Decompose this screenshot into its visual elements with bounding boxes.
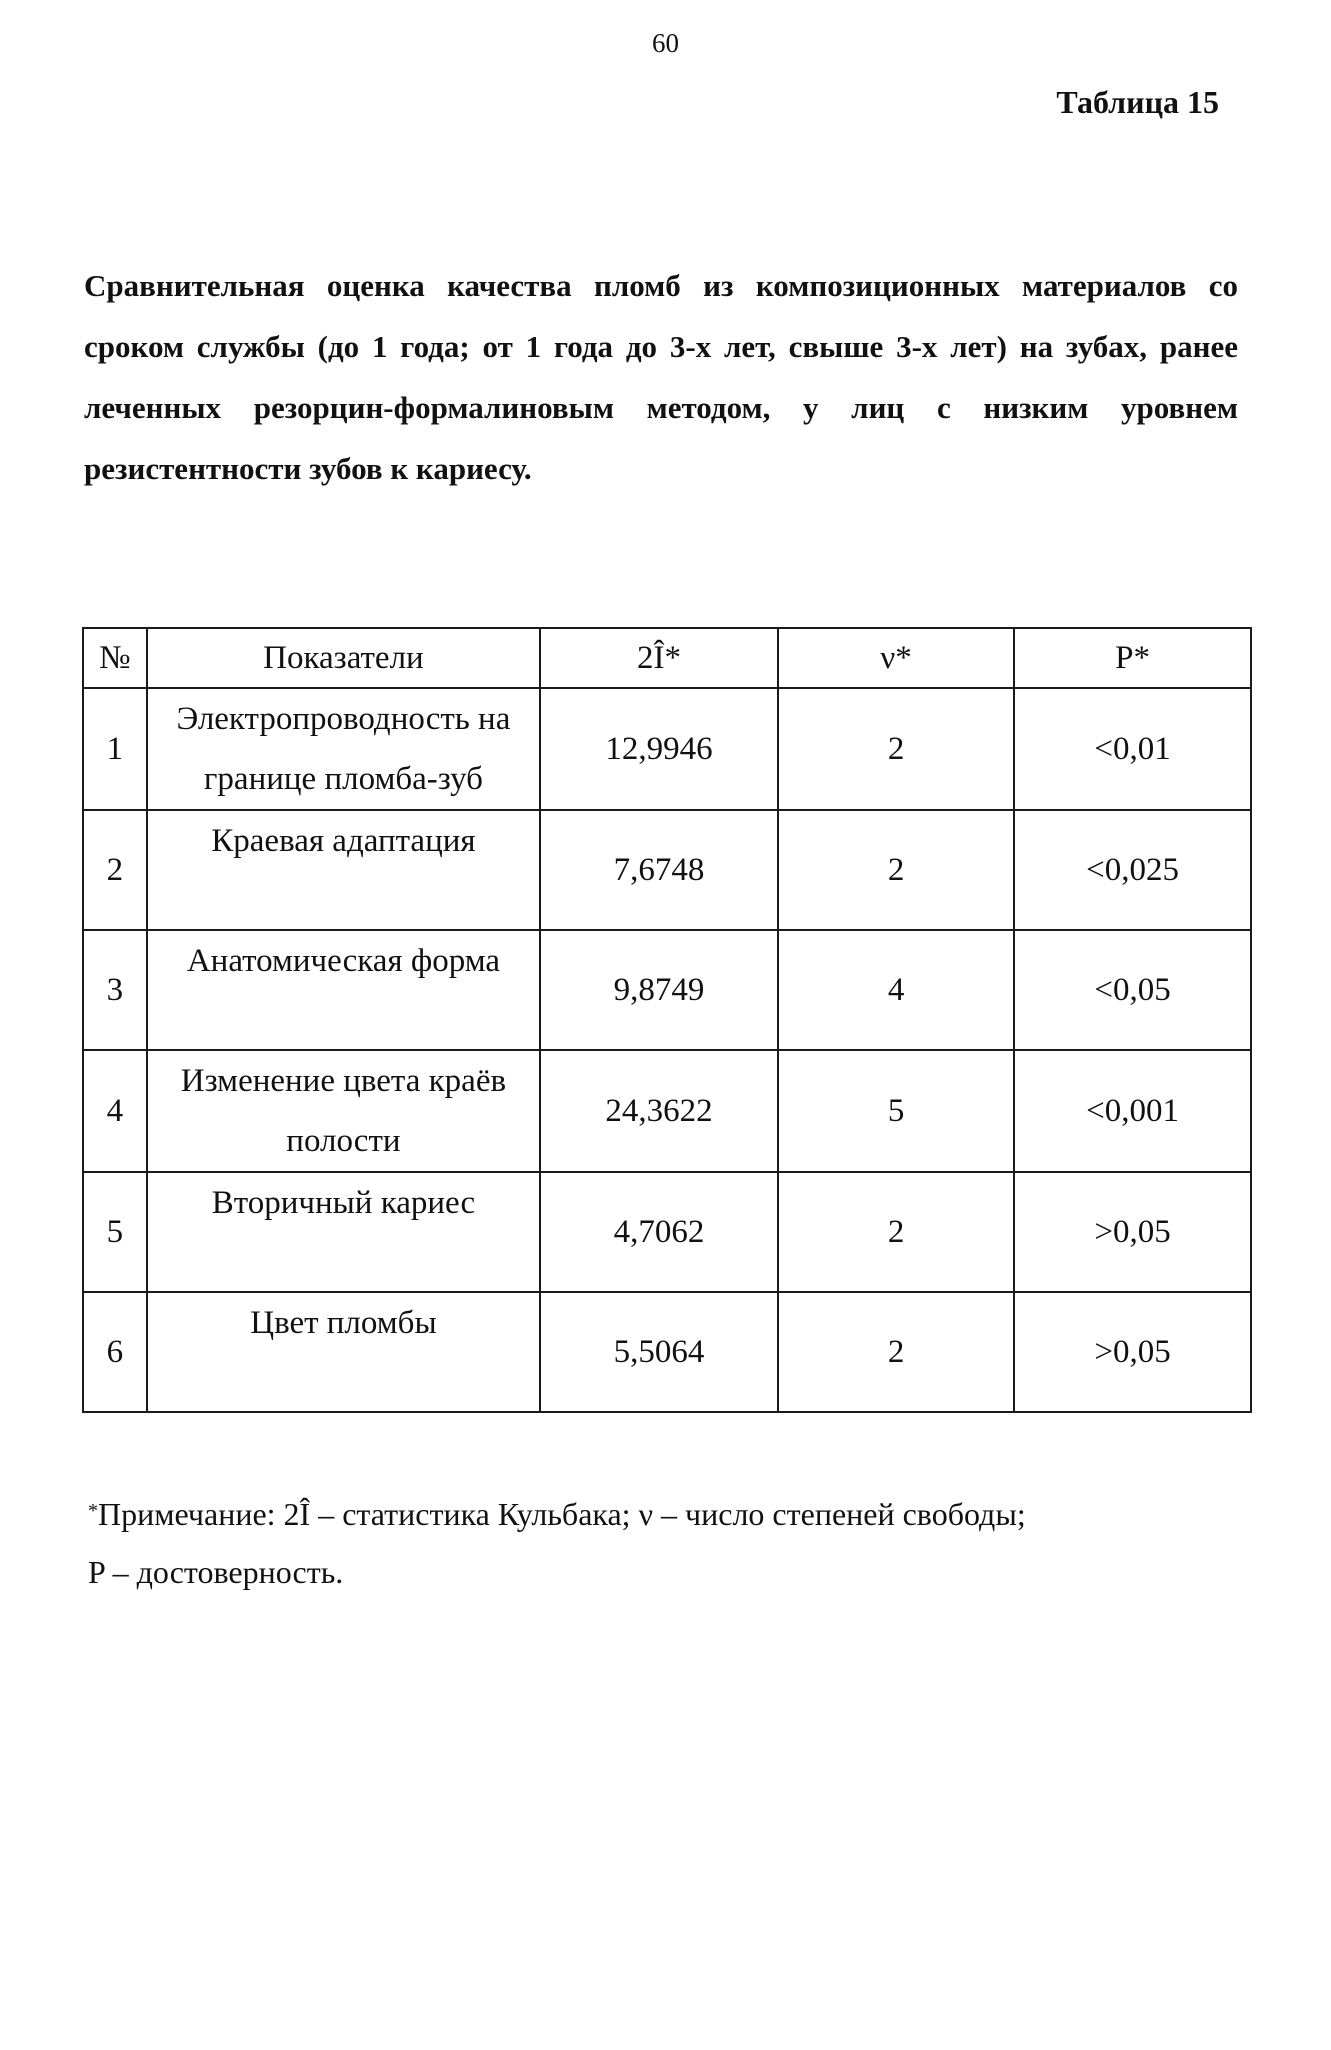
header-degrees-of-freedom: ν* (778, 628, 1014, 688)
row-indicator: Изменение цвета краёв полости (147, 1050, 540, 1172)
page-number: 60 (652, 28, 679, 58)
table-row (83, 688, 1251, 810)
footnote-text-1: Примечание: 2Î – статистика Кульбака; ν – число степеней свободы; (98, 1496, 1026, 1532)
row-degrees-of-freedom: 2 (778, 688, 1014, 810)
row-number: 6 (83, 1292, 147, 1412)
row-significance: <0,001 (1014, 1050, 1251, 1172)
table-label: Таблица 15 (1056, 84, 1219, 120)
table-row (83, 1050, 1251, 1172)
row-statistic: 24,3622 (540, 1050, 778, 1172)
table-footnote (88, 1482, 1258, 1601)
row-degrees-of-freedom: 2 (778, 810, 1014, 930)
footnote-line-1 (88, 1482, 1258, 1543)
header-significance: P* (1014, 628, 1251, 688)
row-number: 1 (83, 688, 147, 810)
row-significance: >0,05 (1014, 1172, 1251, 1292)
table-row (83, 1292, 1251, 1412)
row-significance: <0,025 (1014, 810, 1251, 930)
row-degrees-of-freedom: 2 (778, 1172, 1014, 1292)
row-number: 3 (83, 930, 147, 1050)
footnote-line-2: P – достоверность. (88, 1554, 344, 1590)
row-number: 4 (83, 1050, 147, 1172)
row-number: 2 (83, 810, 147, 930)
header-kullback-statistic: 2Î* (540, 628, 778, 688)
table-caption: Сравнительная оценка качества пломб из композиционных материалов со сроком службы (до 1 года; от 1 года до 3-х лет, свыше 3-х лет) на зубах, ранее леченных резорцин-формалиновым методом, у лиц с низким уровнем резистентности зубов к кариесу. (84, 268, 1238, 486)
footnote-mark: * (88, 1500, 98, 1522)
table-row (83, 810, 1251, 930)
row-indicator: Краевая адаптация (147, 810, 540, 930)
row-significance: <0,01 (1014, 688, 1251, 810)
header-number: № (83, 628, 147, 688)
table-row (83, 1172, 1251, 1292)
row-statistic: 7,6748 (540, 810, 778, 930)
table-row (83, 930, 1251, 1050)
row-indicator: Анатомическая форма (147, 930, 540, 1050)
row-indicator: Вторичный кариес (147, 1172, 540, 1292)
row-statistic: 5,5064 (540, 1292, 778, 1412)
row-statistic: 9,8749 (540, 930, 778, 1050)
row-significance: <0,05 (1014, 930, 1251, 1050)
data-table (82, 627, 1252, 1413)
row-degrees-of-freedom: 5 (778, 1050, 1014, 1172)
table-header-row (83, 628, 1251, 688)
row-statistic: 12,9946 (540, 688, 778, 810)
row-degrees-of-freedom: 4 (778, 930, 1014, 1050)
row-significance: >0,05 (1014, 1292, 1251, 1412)
row-degrees-of-freedom: 2 (778, 1292, 1014, 1412)
row-number: 5 (83, 1172, 147, 1292)
row-indicator: Цвет пломбы (147, 1292, 540, 1412)
row-indicator: Электропроводность на границе пломба-зуб (147, 688, 540, 810)
row-statistic: 4,7062 (540, 1172, 778, 1292)
header-indicator: Показатели (147, 628, 540, 688)
